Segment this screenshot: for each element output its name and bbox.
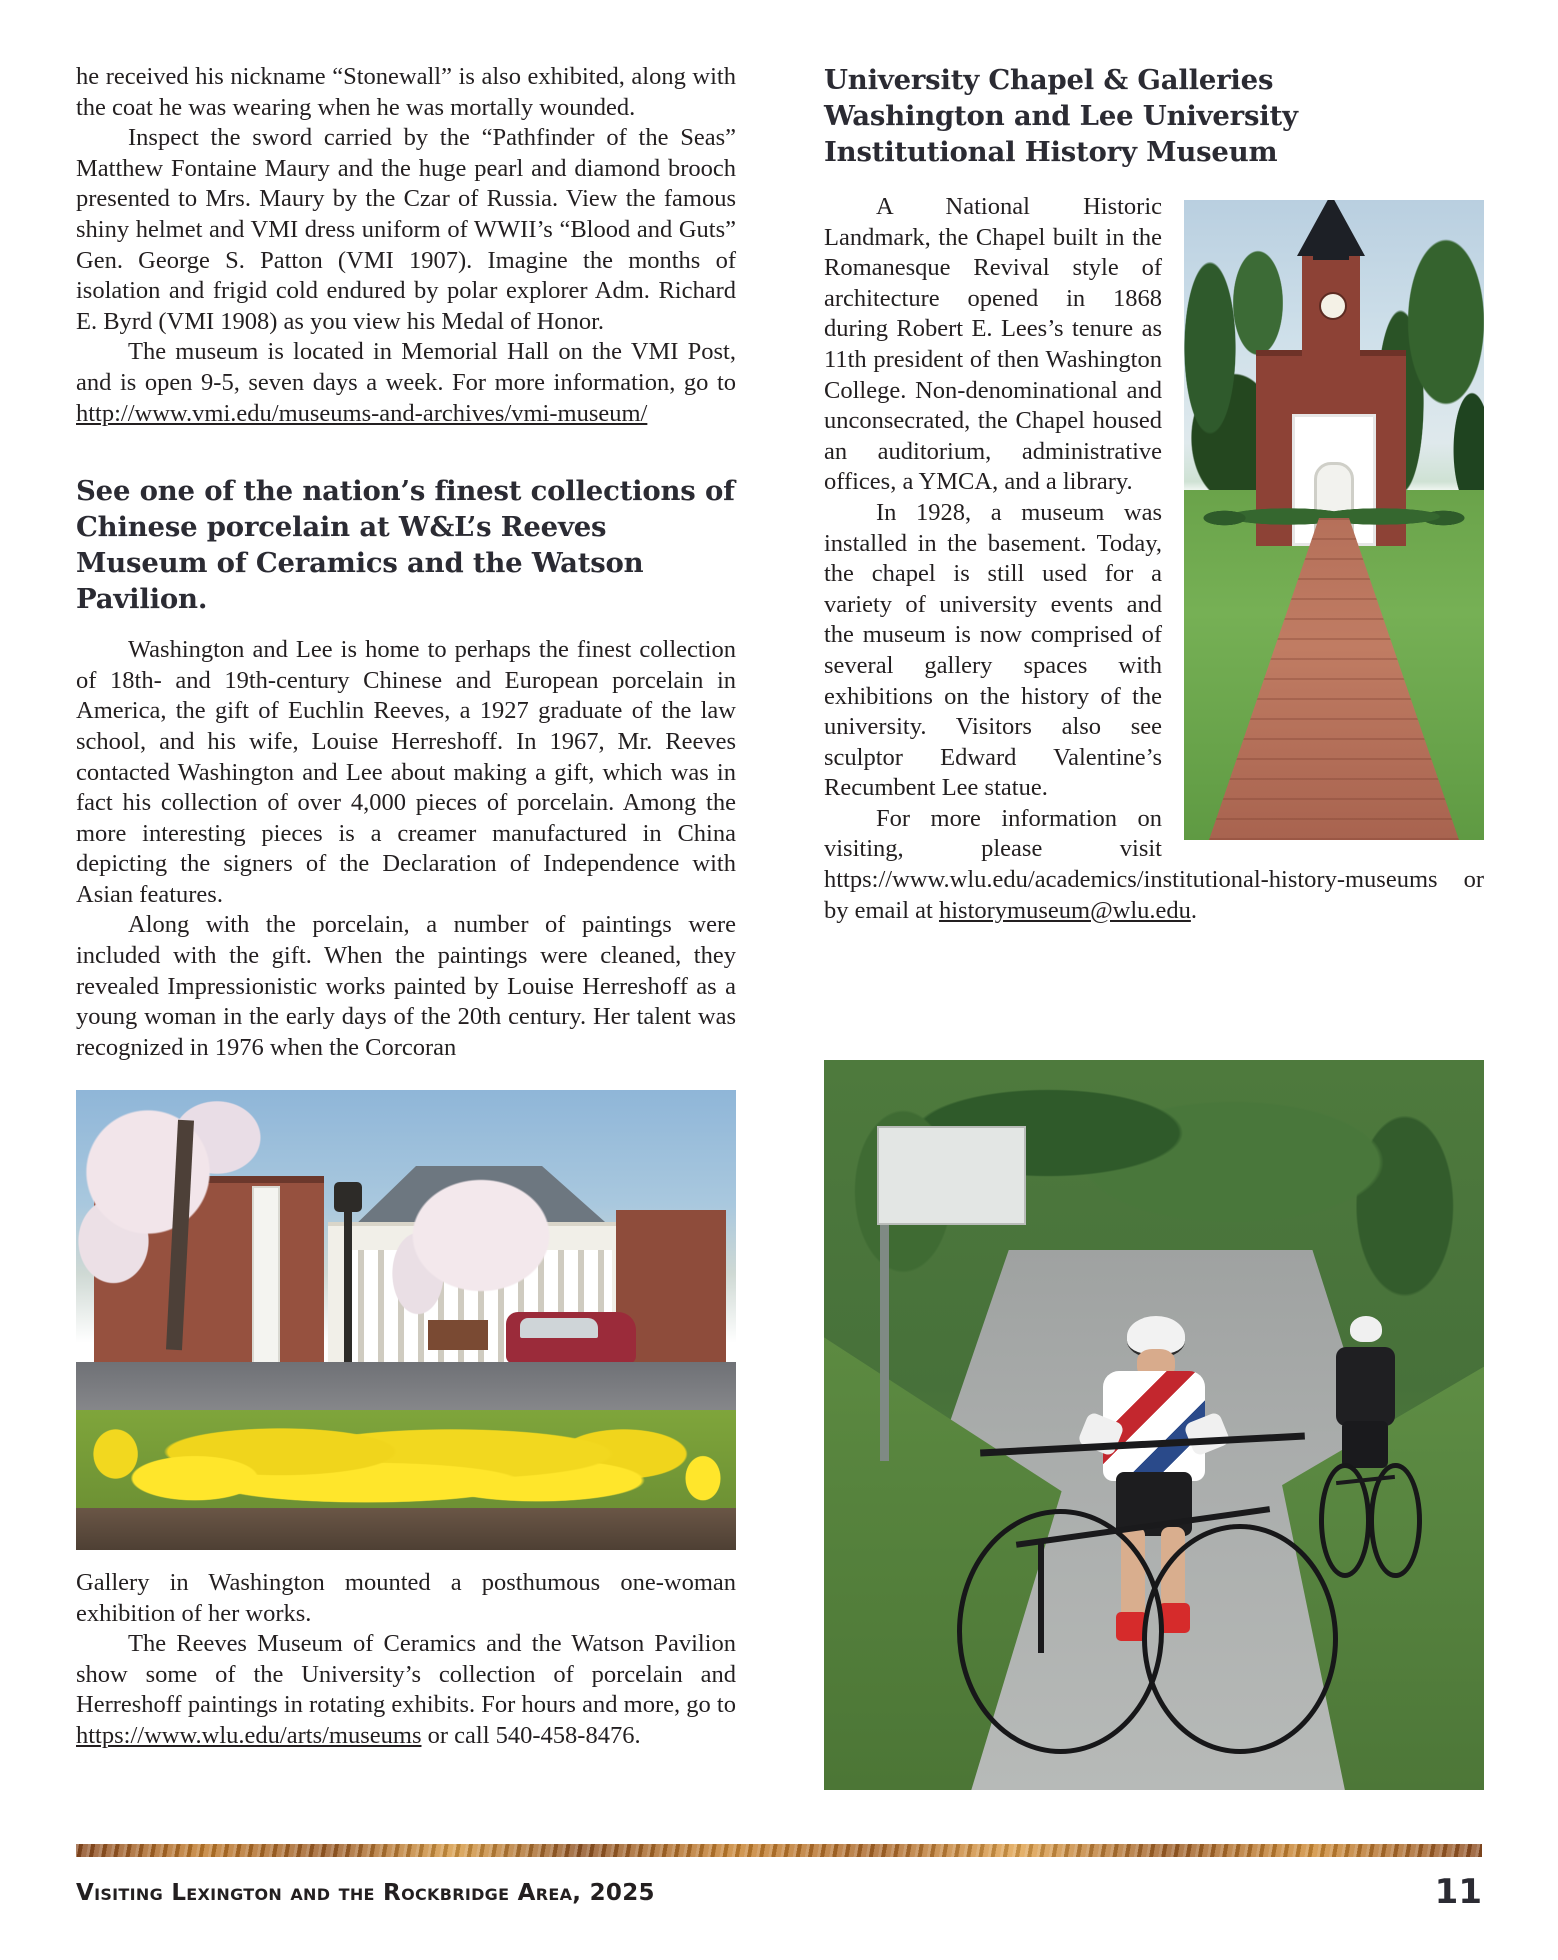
chapel-heading-line-1: University Chapel & Galleries (824, 64, 1274, 96)
left-paragraph-1: he received his nickname “Stonewall” is also exhibited, along with the coat he was wearing when he was mortally wounded. (76, 63, 736, 121)
left-column (76, 62, 736, 1063)
photo-lamp-post (344, 1194, 352, 1374)
left-column-lower (76, 1568, 736, 1752)
photo-tower-clock (1319, 292, 1347, 320)
left-paragraph-3 (76, 337, 736, 429)
photo-tower-spire (1297, 200, 1365, 256)
right-column (824, 62, 1484, 926)
right-paragraph-3-tail: . (1190, 896, 1197, 924)
right-paragraph-3-text: For more information on visiting, please visit (824, 804, 1162, 863)
page-number: 11 (1434, 1872, 1482, 1912)
photo-lead-bike-seat-tube (1038, 1539, 1044, 1653)
photo-park-bench (428, 1320, 488, 1350)
left-paragraph-6: Gallery in Washington mounted a posthumous one-woman exhibition of her works. (76, 1569, 736, 1627)
photo-lead-bike-wheel-front (1142, 1524, 1338, 1754)
photo-lead-bike-handlebar (980, 1432, 1305, 1456)
wlu-arts-museums-link[interactable]: https://www.wlu.edu/arts/museums (76, 1721, 422, 1749)
footer-decorative-rule (76, 1844, 1482, 1857)
left-paragraph-4: Washington and Lee is home to perhaps the finest collection of 18th- and 19th-century Chinese and European porcelain in America, the gift of Euchlin Reeves, a 1927 graduate of the law school, and his wife, Louise Herreshoff. In 1967, Mr. Reeves contacted Washington and Lee about making a gift, which was in fact his collection of over 4,000 pieces of porcelain. Among the more interesting pieces is a creamer manufactured in China depicting the signers of the Declaration of Independence with Asian features. (76, 636, 736, 908)
photo-red-car-window (520, 1318, 598, 1338)
left-paragraph-2: Inspect the sword carried by the “Pathfinder of the Seas” Matthew Fontaine Maury and the huge pearl and diamond brooch presented to Mrs. Maury by the Czar of Russia. View the famous shiny helmet and VMI dress uniform of WWII’s “Blood and Guts” Gen. George S. Patton (VMI 1907). Imagine the months of isolation and frigid cold endured by polar explorer Adm. Richard E. Byrd (VMI 1908) as you view his Medal of Honor. (76, 124, 736, 335)
photo-blank-road-sign (877, 1126, 1026, 1225)
chapel-text-wrap (824, 192, 1484, 926)
photo-lamp-head (334, 1182, 362, 1212)
vmi-museum-link[interactable]: http://www.vmi.edu/museums-and-archives/vmi-museum/ (76, 399, 648, 427)
right-paragraph-2: In 1928, a museum was installed in the basement. Today, the chapel is still used for a variety of university events and the museum is now comprised of several gallery spaces with exhibitions on the history of the university. Visitors also see sculptor Edward Valentine’s Recumbent Lee statue. (824, 498, 1162, 802)
left-paragraph-7-tail: or call 540-458-8476. (421, 1721, 641, 1749)
chapel-heading-line-3: Institutional History Museum (824, 136, 1278, 168)
left-paragraph-3-text: The museum is located in Memorial Hall on the VMI Post, and is open 9-5, seven days a week. For more information, go to (76, 338, 736, 396)
photo-cyclist-rear-helmet (1350, 1316, 1382, 1342)
institutional-history-link[interactable]: https://www.wlu.edu/academics/institutional-history-museums (824, 866, 1438, 894)
chapel-heading-line-2: Washington and Lee University (824, 100, 1298, 132)
footer-title: Visiting Lexington and the Rockbridge Area, 2025 (76, 1880, 655, 1906)
right-paragraph-1: A National Historic Landmark, the Chapel built in the Romanesque Revival style of architecture opened in 1868 during Robert E. Lees’s tenure as 11th president of then Washington College. Non-denominational and unconsecrated, the Chapel housed an auditorium, administrative offices, a YMCA, and a library. (824, 193, 1162, 496)
photo-lead-bike-wheel-back (957, 1509, 1164, 1754)
photo-lead-bicycle (864, 1410, 1445, 1790)
left-paragraph-7 (76, 1629, 736, 1751)
university-chapel-photo (1184, 200, 1484, 840)
left-paragraph-7-text: The Reeves Museum of Ceramics and the Watson Pavilion show some of the University’s collection of porcelain and Herreshoff paintings in rotating exhibits. For hours and more, go to (76, 1630, 736, 1719)
reeves-museum-campus-photo (76, 1090, 736, 1550)
history-museum-email-link[interactable]: historymuseum@wlu.edu (938, 896, 1191, 924)
reeves-museum-heading: See one of the nation’s finest collections of Chinese porcelain at W&L’s Reeves Museum of Ceramics and the Watson Pavilion. (76, 475, 735, 616)
right-paragraph-3-mid: or by email at (824, 866, 1484, 924)
left-paragraph-5: Along with the porcelain, a number of paintings were included with the gift. When the paintings were cleaned, they revealed Impressionistic works painted by Louise Herreshoff as a young woman in the early days of the 20th century. Her talent was recognized in 1976 when the Corcoran (76, 911, 736, 1061)
photo-daffodil-bed (76, 1410, 736, 1520)
road-cyclists-photo (824, 1060, 1484, 1790)
photo-mulch-bed (76, 1508, 736, 1550)
